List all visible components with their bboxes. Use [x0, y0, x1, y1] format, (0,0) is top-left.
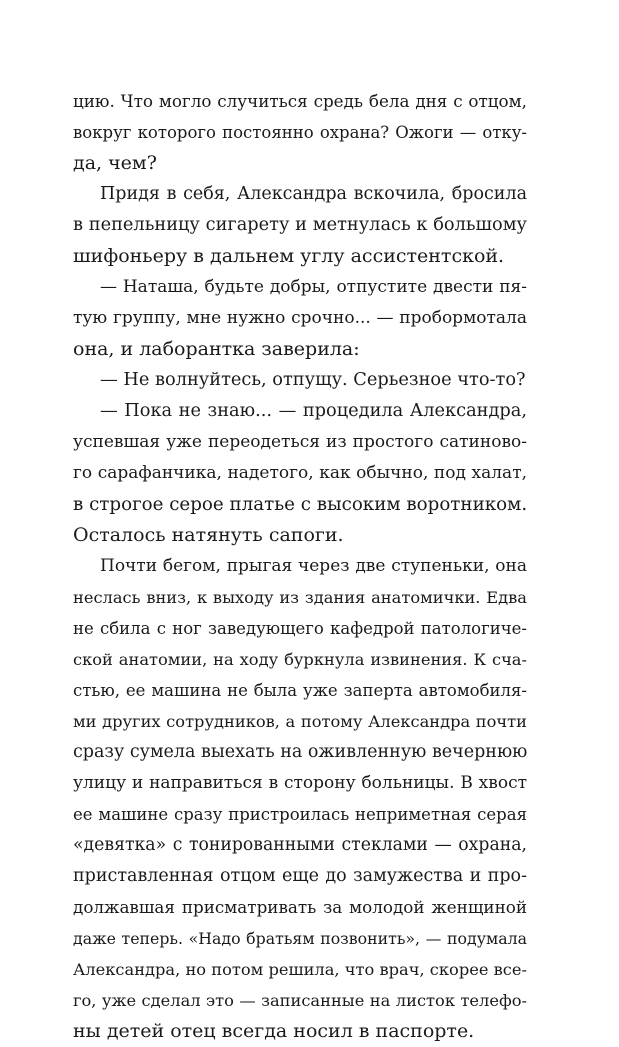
text-line: в строгое серое платье с высоким воротником. [73, 494, 528, 515]
text-line: ской анатомии, на ходу буркнула извинения. К сча- [73, 650, 527, 669]
page-text [73, 86, 527, 1047]
text-line: — Не волнуйтесь, отпущу. Серьезное что-то? [100, 370, 526, 390]
text-line: — Пока не знаю... — процедила Александра, [100, 401, 527, 421]
text-line: улицу и направиться в сторону больницы. В хвост [73, 773, 527, 793]
text-line: Александра, но потом решила, что врач, скорее все- [73, 960, 527, 979]
text-line: Осталось натянуть сапоги. [73, 524, 344, 546]
text-line: даже теперь. «Надо братьям позвонить», — подумала [73, 929, 527, 948]
text-line: стью, ее машина не была уже заперта автомобиля- [73, 681, 527, 700]
text-line: ны детей отец всегда носил в паспорте. [73, 1020, 475, 1042]
text-line: в пепельницу сигарету и метнулась к большому [73, 215, 527, 235]
text-line: вокруг которого постоянно охрана? Ожоги — отку- [73, 123, 527, 142]
text-line: не сбила с ног заведующего кафедрой патологиче- [73, 619, 527, 638]
text-line: да, чем? [73, 152, 157, 174]
text-line: го, уже сделал это — записанные на листок телефо- [73, 991, 527, 1010]
text-line: «девятка» с тонированными стеклами — охрана, [73, 835, 527, 855]
text-line: ее машине сразу пристроилась неприметная серая [73, 805, 527, 824]
text-line: Придя в себя, Александра вскочила, бросила [100, 184, 527, 204]
text-line: она, и лаборантка заверила: [73, 338, 360, 360]
text-line: сразу сумела выехать на оживленную вечернюю [73, 742, 528, 762]
text-line: приставленная отцом еще до замужества и про- [73, 866, 527, 886]
text-line: цию. Что могло случиться средь бела дня с отцом, [73, 91, 527, 111]
text-line: тую группу, мне нужно срочно... — пробормотала [73, 308, 527, 328]
text-line: Почти бегом, прыгая через две ступеньки, она [100, 556, 527, 576]
text-line: должавшая присматривать за молодой женщиной [73, 897, 527, 917]
text-line: ми других сотрудников, а потому Александра почти [73, 712, 527, 731]
text-line: успевшая уже переодеться из простого сатиново- [73, 432, 527, 452]
text-line: го сарафанчика, надетого, как обычно, под халат, [73, 463, 527, 483]
text-line: — Наташа, будьте добры, отпустите двести пя- [100, 277, 527, 297]
text-line: шифоньеру в дальнем углу ассистентской. [73, 245, 505, 267]
text-line: неслась вниз, к выходу из здания анатомички. Едва [73, 588, 527, 607]
